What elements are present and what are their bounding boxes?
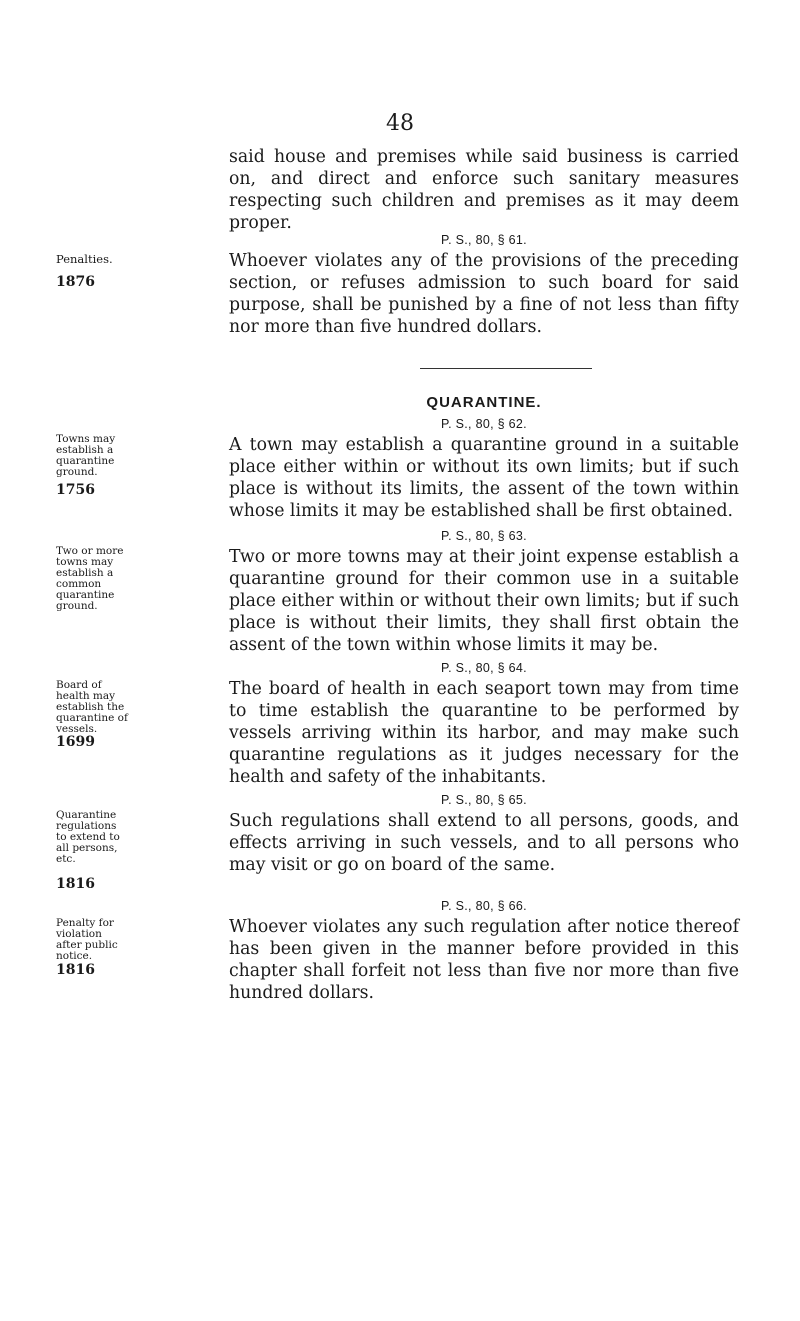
- margin-year: 1699: [56, 734, 95, 750]
- section-ref: P. S., 80, § 65.: [441, 793, 527, 807]
- margin-year: 1816: [56, 962, 95, 978]
- section-text: Whoever violates any of the provisions of the preceding section, or refuses admission to such board for said purpose, shall be punished by a fine of not less than fifty nor more than five hundred dollars.: [229, 251, 739, 337]
- section-text: Two or more towns may at their joint expense establish a quarantine ground for their common use in a suitable place either within or without their own limits; but if such place is without their limits, they shall first obtain the assent of the town within whose limits it may be.: [229, 547, 739, 655]
- margin-note: Quarantine regulations to extend to all persons, etc.: [56, 809, 120, 865]
- section-ref: P. S., 80, § 66.: [441, 899, 527, 913]
- section-text: Whoever violates any such regulation after notice thereof has been given in the manner before provided in this chapter shall forfeit not less than five nor more than five hundred dollars.: [229, 917, 739, 1003]
- section-text: Such regulations shall extend to all persons, goods, and effects arriving in such vessels, and to all persons who may visit or go on board of the same.: [229, 811, 739, 875]
- margin-note: Towns may establish a quarantine ground.: [56, 433, 116, 478]
- page-number: 48: [386, 111, 414, 136]
- margin-year: 1756: [56, 482, 95, 498]
- section-ref: P. S., 80, § 61.: [441, 233, 527, 247]
- section-text: A town may establish a quarantine ground in a suitable place either within or without its own limits; but if such place is without its limits, the assent of the town within whose limits it may be established shall be first obtained.: [229, 435, 739, 521]
- margin-year: 1816: [56, 876, 95, 892]
- section-divider: [420, 368, 592, 369]
- chapter-heading: QUARANTINE.: [426, 394, 542, 411]
- margin-year: 1876: [56, 274, 95, 290]
- section-ref: P. S., 80, § 62.: [441, 417, 527, 431]
- section-ref: P. S., 80, § 63.: [441, 529, 527, 543]
- margin-note: Penalty for violation after public notice.: [56, 917, 118, 962]
- intro-paragraph: said house and premises while said business is carried on, and direct and enforce such sanitary measures respecting such children and premises as it may deem proper.: [229, 147, 739, 233]
- margin-note: Penalties.: [56, 252, 113, 266]
- margin-note: Board of health may establish the quarantine of vessels.: [56, 679, 128, 735]
- section-ref: P. S., 80, § 64.: [441, 661, 527, 675]
- section-text: The board of health in each seaport town may from time to time establish the quarantine to be performed by vessels arriving within its harbor, and may make such quarantine regulations as it judges necessary for the health and safety of the inhabitants.: [229, 679, 739, 787]
- margin-note: Two or more towns may establish a common quarantine ground.: [56, 545, 124, 612]
